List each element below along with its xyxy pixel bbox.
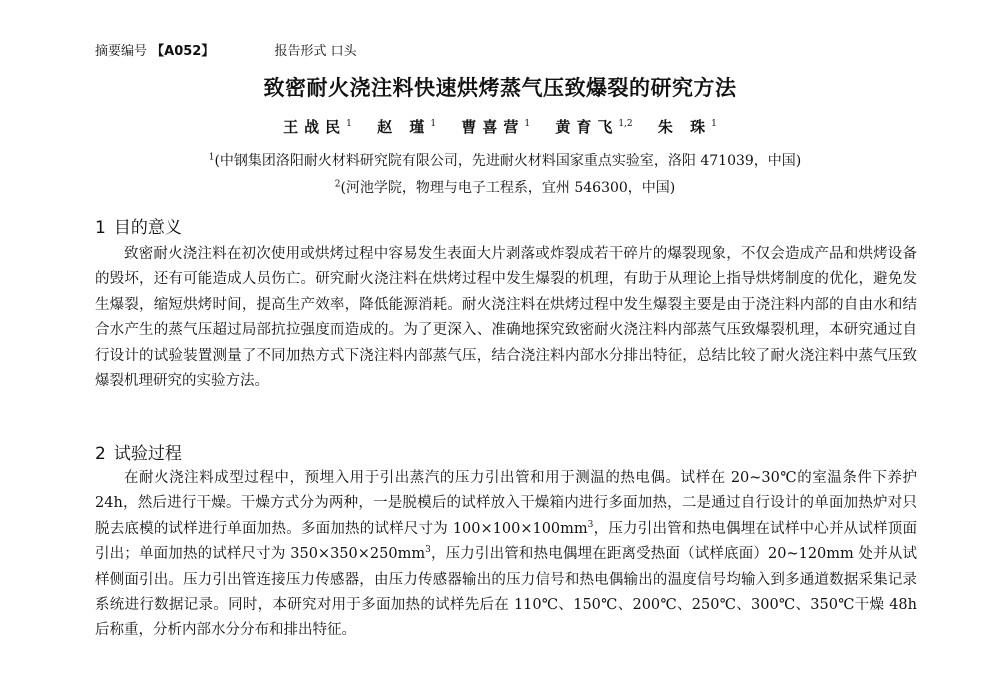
section-paragraph: 在耐火浇注料成型过程中，预埋入用于引出蒸汽的压力引出管和用于测温的热电偶。试样在 20~30℃的室温条件下养护 24h，然后进行干燥。干燥方式分为两种，一是脱模后的试样放入干燥箱内进行多面加热，二是通过自行设计的单面加热炉对只脱去底模的试样进行单面加热。多面加热的试样尺寸为 $100\times 100\times 100mm^3$，压力引出管和热电偶埋在试样中心并从试样顶面引出；单面加热的试样尺寸为 $350\times 350\times 250mm^3$，压力引出管和热电偶埋在距离受热面（试样底面）20~120mm 处并从试样侧面引出。压力引出管连接压力传感器，由压力传感器输出的压力信号和热电偶输出的温度信号均输入到多通道数据采集记录系统进行数据记录。同时，本研究对用于多面加热的试样先后在 110℃、150℃、200℃、250℃、300℃、350℃干燥 48h 后称重，分析内部水分分布和排出特征。 [95,470,918,639]
author: 曹喜营$^1$ [461,118,531,136]
author: 赵 瑾$^1$ [377,118,437,136]
author: 黄育飞$^{1,2}$ [555,118,633,136]
author: 王战民$^1$ [283,118,352,136]
meta-line [95,40,357,59]
paper-title: 致密耐火浇注料快速烘烤蒸气压致爆裂的研究方法 [263,76,737,100]
section-heading: 2 试验过程 [95,444,182,464]
author-list [0,116,1000,137]
report-format: 报告形式 口头 [274,44,357,59]
section-heading: 1 目的意义 [95,218,182,238]
affiliation: $^2$(河池学院，物理与电子工程系，宜州 546300，中国) [334,179,676,196]
affiliation: $^1$(中钢集团洛阳耐火材料研究院有限公司，先进耐火材料国家重点实验室，洛阳 471039，中国) [208,152,802,169]
author: 朱 珠$^1$ [657,118,717,136]
abstract-number-label: 摘要编号 [95,44,148,59]
abstract-number: 【A052】 [151,44,215,59]
section-paragraph: 致密耐火浇注料在初次使用或烘烤过程中容易发生表面大片剥落或炸裂成若干碎片的爆裂现象，不仅会造成产品和烘烤设备的毁坏，还有可能造成人员伤亡。研究耐火浇注料在烘烤过程中发生爆裂的机理，有助于从理论上指导烘烤制度的优化，避免发生爆裂，缩短烘烤时间，提高生产效率，降低能源消耗。耐火浇注料在烘烤过程中发生爆裂主要是由于浇注料内部的自由水和结合水产生的蒸气压超过局部抗拉强度而造成的。为了更深入、准确地探究致密耐火浇注料内部蒸气压致爆裂机理，本研究通过自行设计的试验装置测量了不同加热方式下浇注料内部蒸气压，结合浇注料内部水分排出特征，总结比较了耐火浇注料中蒸气压致爆裂机理研究的实验方法。 [95,246,917,390]
